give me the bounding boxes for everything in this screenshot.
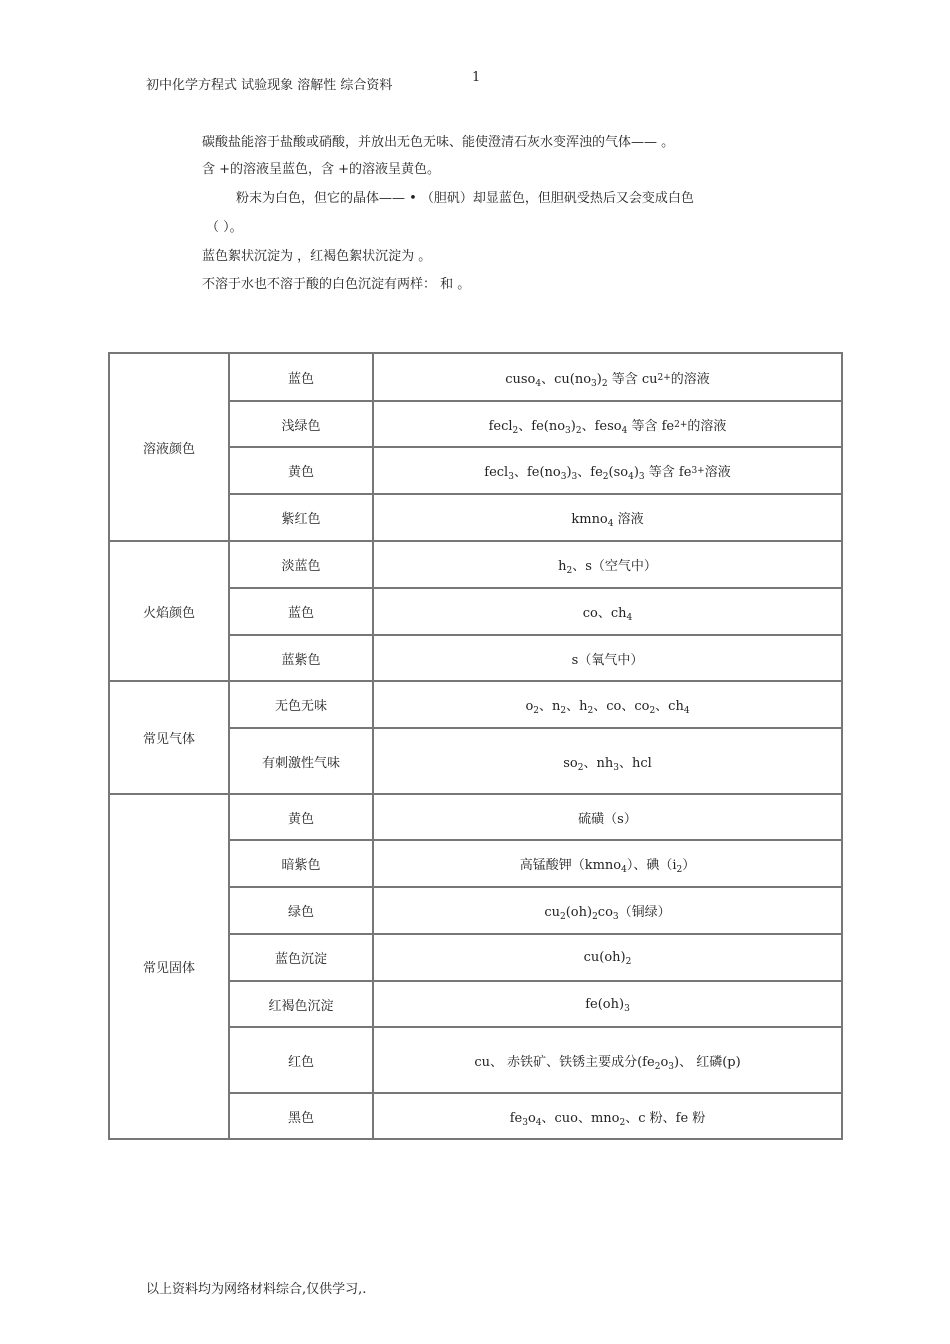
row-content: $o_2$、$n_2$、$h_2$、co、$co_2$、$ch_4$ [373, 681, 842, 728]
row-content: fecl$_2$、$fe(no_3)_2$、feso$_4$ 等含 $fe^{2+}$的溶液 [373, 401, 842, 447]
row-label: 绿色 [229, 887, 373, 934]
row-label: 黄色 [229, 447, 373, 494]
color-table [108, 352, 843, 1140]
row-label: 紫红色 [229, 494, 373, 541]
paragraph-copper-sulfate-cont: （ ）。 [206, 220, 243, 235]
row-label: 红色 [229, 1027, 373, 1093]
group-cell: 常见气体 [109, 681, 229, 794]
row-content: $cu(oh)_2$ [373, 934, 842, 981]
row-content: $fe_3o_4$、cuo、mno$_2$、c 粉、fe 粉 [373, 1093, 842, 1139]
row-content: co、$ch_4$ [373, 588, 842, 635]
paragraph-copper-sulfate: 粉末为白色，但它的晶体—— • （胆矾）却显蓝色，但胆矾受热后又会变成白色 [236, 191, 694, 206]
row-content: cuso$_4$、$cu(no_3)_2$ 等含 $cu^{2+}$的溶液 [373, 353, 842, 401]
group-cell: 火焰颜色 [109, 541, 229, 681]
document-header: 初中化学方程式 试验现象 溶解性 综合资料 [146, 78, 393, 93]
row-label: 蓝色沉淀 [229, 934, 373, 981]
row-content: $so_2$、$nh_3$、hcl [373, 728, 842, 794]
document-footer: 以上资料均为网络材料综合,仅供学习,. [146, 1282, 367, 1297]
row-label: 有刺激性气味 [229, 728, 373, 794]
row-label: 黑色 [229, 1093, 373, 1139]
row-label: 蓝紫色 [229, 635, 373, 681]
row-content: 高锰酸钾（kmno$_4$）、碘$(i_2)$ [373, 840, 842, 887]
group-cell: 常见固体 [109, 794, 229, 1139]
row-content: $fe(oh)_3$ [373, 981, 842, 1027]
row-label: 蓝色 [229, 588, 373, 635]
row-label: 无色无味 [229, 681, 373, 728]
row-content: $h_2$、s（空气中） [373, 541, 842, 588]
table-row [109, 541, 842, 588]
table-row [109, 681, 842, 728]
paragraph-ion-colors: 含 +的溶液呈蓝色，含 +的溶液呈黄色。 [202, 162, 441, 177]
row-content: fecl$_3$、$fe(no_3)_3$、$fe_2(so_4)_3$ 等含 $fe^{3+}$溶液 [373, 447, 842, 494]
row-content: kmno$_4$ 溶液 [373, 494, 842, 541]
row-content: 硫磺（s） [373, 794, 842, 840]
paragraph-precipitates: 蓝色絮状沉淀为 ，红褐色絮状沉淀为 。 [202, 249, 432, 264]
row-content: cu、 赤铁矿、铁锈主要成分$(fe_2o_3)$、 红磷(p) [373, 1027, 842, 1093]
row-content: s（氧气中） [373, 635, 842, 681]
row-label: 暗紫色 [229, 840, 373, 887]
row-label: 浅绿色 [229, 401, 373, 447]
page-number: 1 [472, 70, 481, 85]
group-cell: 溶液颜色 [109, 353, 229, 541]
paragraph-carbonate: 碳酸盐能溶于盐酸或硝酸，并放出无色无味、能使澄清石灰水变浑浊的气体—— 。 [202, 135, 675, 150]
row-label: 红褐色沉淀 [229, 981, 373, 1027]
row-label: 蓝色 [229, 353, 373, 401]
table-row [109, 794, 842, 840]
paragraph-insoluble: 不溶于水也不溶于酸的白色沉淀有两样： 和 。 [202, 277, 471, 292]
row-label: 黄色 [229, 794, 373, 840]
row-content: $cu_2(oh)_2co_3$（铜绿） [373, 887, 842, 934]
table-row [109, 353, 842, 401]
row-label: 淡蓝色 [229, 541, 373, 588]
